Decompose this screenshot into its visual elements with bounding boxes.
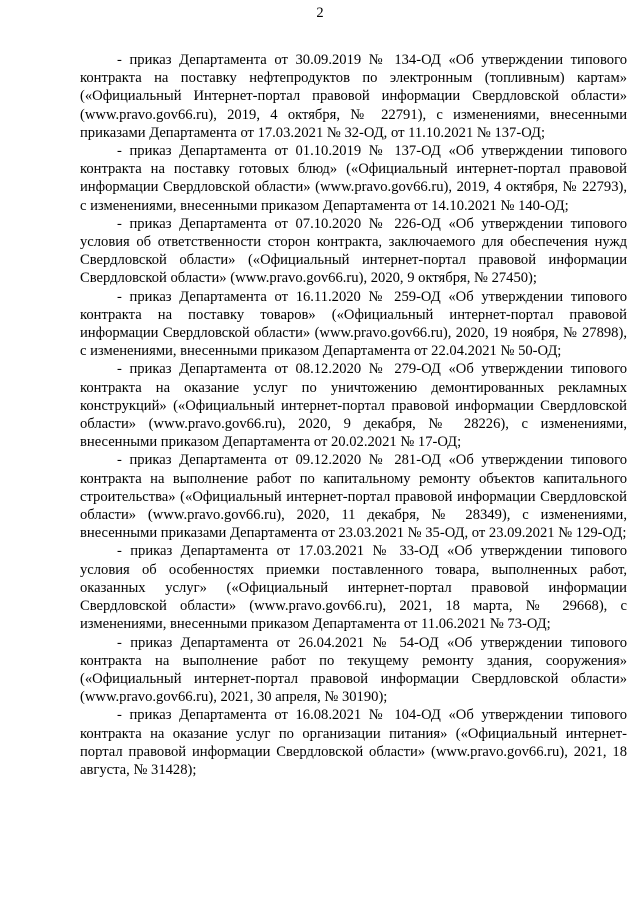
document-body xyxy=(80,51,627,779)
page-number: 2 xyxy=(316,5,324,21)
list-item-order-281: - приказ Департамента от 09.12.2020 № 281-ОД «Об утверждении типового контракта на выполнение работ по капитальному ремонту объектов капитального строительства» («Официальный интернет-портал правовой информации Свердловской области» (www.pravo.gov66.ru), 2020, 11 декабря, № 28349), с изменениями, внесенными приказами Департамента от 23.03.2021 № 35-ОД, от 23.09.2021 № 129-ОД; xyxy=(80,452,627,542)
list-item-order-279: - приказ Департамента от 08.12.2020 № 279-ОД «Об утверждении типового контракта на оказание услуг по уничтожению демонтированных рекламных конструкций» («Официальный интернет-портал правовой информации Свердловской области» (www.pravo.gov66.ru), 2020, 9 декабря, № 28226), с изменениями, внесенными приказом Департамента от 20.02.2021 № 17-ОД; xyxy=(80,361,627,451)
list-item-order-33: - приказ Департамента от 17.03.2021 № 33-ОД «Об утверждении типового условия об особенностях приемки поставленного товара, выполненных работ, оказанных услуг» («Официальный интернет-портал правовой информации Свердловской области» (www.pravo.gov66.ru), 2021, 18 марта, № 29668), с изменениями, внесенными приказом Департамента от 11.06.2021 № 73-ОД; xyxy=(80,543,627,633)
list-item-order-54: - приказ Департамента от 26.04.2021 № 54-ОД «Об утверждении типового контракта на выполнение работ по текущему ремонту здания, сооружения» («Официальный интернет-портал правовой информации Свердловской области» (www.pravo.gov66.ru), 2021, 30 апреля, № 30190); xyxy=(80,634,627,706)
list-item-order-137: - приказ Департамента от 01.10.2019 № 137-ОД «Об утверждении типового контракта на поставку готовых блюд» («Официальный интернет-портал правовой информации Свердловской области» (www.pravo.gov66.ru), 2019, 4 октября, № 22793), с изменениями, внесенными приказом Департамента от 14.10.2021 № 140-ОД; xyxy=(80,143,627,214)
list-item-order-104: - приказ Департамента от 16.08.2021 № 104-ОД «Об утверждении типового контракта на оказание услуг по организации питания» («Официальный интернет-портал правовой информации Свердловской области» (www.pravo.gov66.ru), 2021, 18 августа, № 31428); xyxy=(80,707,627,778)
list-item-order-134: - приказ Департамента от 30.09.2019 № 134-ОД «Об утверждении типового контракта на поставку нефтепродуктов по электронным (топливным) картам» («Официальный Интернет-портал правовой информации Свердловской области» (www.pravo.gov66.ru), 2019, 4 октября, № 22791), с изменениями, внесенными приказами Департамента от 17.03.2021 № 32-ОД, от 11.10.2021 № 137-ОД; xyxy=(80,52,627,141)
list-item-order-226: - приказ Департамента от 07.10.2020 № 226-ОД «Об утверждении типового условия об ответственности сторон контракта, заключаемого для обеспечения нужд Свердловской области» («Официальный интернет-портал правовой информации Свердловской области» (www.pravo.gov66.ru), 2020, 9 октября, № 27450); xyxy=(80,215,627,287)
list-item-order-259: - приказ Департамента от 16.11.2020 № 259-ОД «Об утверждении типового контракта на поставку товаров» («Официальный интернет-портал правовой информации Свердловской области» (www.pravo.gov66.ru), 2020, 19 ноября, № 27898), с изменениями, внесенными приказом Департамента от 22.04.2021 № 50-ОД; xyxy=(80,288,627,360)
